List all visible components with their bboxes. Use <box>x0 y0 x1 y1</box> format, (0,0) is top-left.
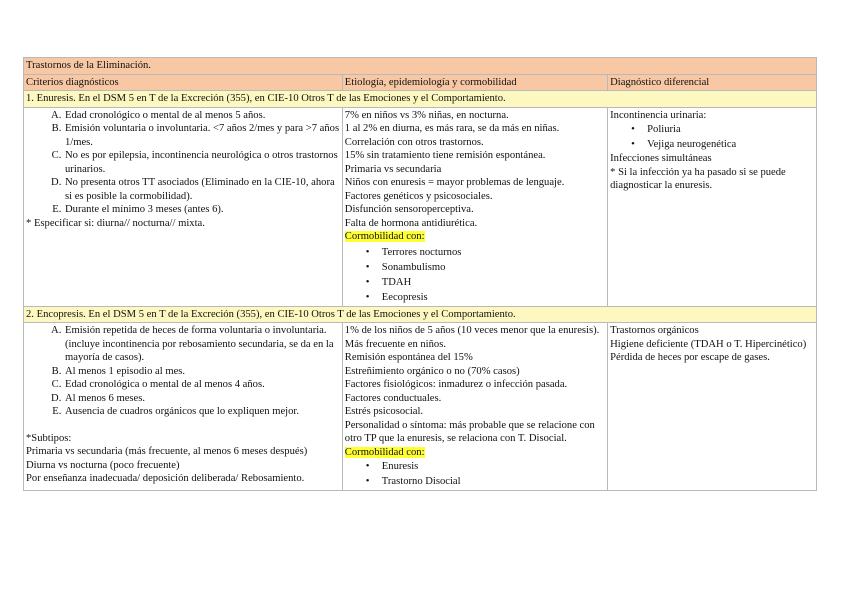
differential-intro: Incontinencia urinaria: <box>610 109 707 121</box>
differential-line: Pérdida de heces por escape de gases. <box>610 352 770 363</box>
etiology-line: Factores fisiológicos: inmadurez o infección pasada. <box>344 379 568 390</box>
encopresis-comorbidity-list <box>345 459 605 489</box>
list-item: • Vejiga neurogenética <box>647 137 814 152</box>
etiology-line: Niños con enuresis = mayor problemas de lenguaje. <box>344 177 565 188</box>
etiology-line: Falta de hormona antidiurética. <box>344 217 478 229</box>
list-item: C. Edad cronológica o mental de al menos 4 años. <box>64 378 340 392</box>
enuresis-differential-cell <box>608 107 817 306</box>
etiology-line: 7% en niños vs 3% niñas, en nocturna. <box>344 109 509 121</box>
etiology-line: Estreñimiento orgánico o no (70% casos) <box>344 365 520 377</box>
list-item: • Enuresis <box>382 459 605 474</box>
enuresis-differential-list <box>610 122 814 152</box>
subtype-line: Por enseñanza inadecuada/ deposición deliberada/ Rebosamiento. <box>26 473 305 484</box>
list-item: • Eecopresis <box>382 290 605 305</box>
etiology-line: 1 al 2% en diurna, es más rara, se da más en niñas. <box>344 123 560 134</box>
etiology-line: Factores conductuales. <box>344 392 442 404</box>
list-item: • Terrores nocturnos <box>382 245 605 260</box>
column-header-etiology: Etiología, epidemiología y cormobilidad <box>342 74 607 91</box>
differential-line: Infecciones simultáneas <box>610 153 712 164</box>
comorbidity-label: Cormobilidad con: <box>344 231 425 242</box>
table-row-enuresis <box>24 107 817 306</box>
etiology-line: 15% sin tratamiento tiene remisión espontánea. <box>344 150 546 161</box>
list-item: E. Durante el mínimo 3 meses (antes 6). <box>64 203 340 217</box>
enuresis-criteria-cell <box>24 107 343 306</box>
etiology-line: Correlación con otros trastornos. <box>344 136 484 148</box>
list-item: C. No es por epilepsia, incontinencia neurológica o otros trastornos urinarios. <box>64 149 340 176</box>
table-title: Trastornos de la Eliminación. <box>24 58 817 75</box>
enuresis-criteria-list <box>26 109 340 217</box>
column-header-row <box>24 74 817 91</box>
etiology-line: Primaria vs secundaria <box>344 163 442 175</box>
section-title-encopresis: 2. Encopresis. En el DSM 5 en T de la Excreción (355), en CIE-10 Otros T de las Emociones y el Comportamiento. <box>24 306 817 323</box>
encopresis-criteria-cell <box>24 323 343 491</box>
list-item: A. Edad cronológico o mental de al menos 5 años. <box>64 109 340 123</box>
section-row-encopresis <box>24 306 817 323</box>
disorders-table <box>23 57 817 491</box>
table-row-encopresis <box>24 323 817 491</box>
encopresis-etiology-cell <box>342 323 607 491</box>
subtype-line: Primaria vs secundaria (más frecuente, al menos 6 meses después) <box>26 446 308 457</box>
section-title-enuresis: 1. Enuresis. En el DSM 5 en T de la Excreción (355), en CIE-10 Otros T de las Emociones y el Comportamiento. <box>24 91 817 108</box>
etiology-line: Más frecuente en niños. <box>344 338 446 350</box>
subtypes-label: *Subtipos: <box>26 432 72 444</box>
etiology-line: Disfunción sensoroperceptiva. <box>344 204 474 215</box>
spacer <box>26 419 340 432</box>
etiology-line: Estrés psicosocial. <box>344 406 424 417</box>
comorbidity-label: Cormobilidad con: <box>344 446 425 458</box>
list-item: B. Al menos 1 episodio al mes. <box>64 365 340 379</box>
etiology-line: Remisión espontánea del 15% <box>344 352 473 363</box>
etiology-line: Personalidad o síntoma: más probable que se relacione con otro TP que la enuresis, se relaciona con T. Disocial. <box>344 419 595 444</box>
table-title-row <box>24 58 817 75</box>
list-item: • TDAH <box>382 275 605 290</box>
column-header-criteria: Criterios diagnósticos <box>24 74 343 91</box>
encopresis-criteria-list <box>26 324 340 419</box>
list-item: A. Emisión repetida de heces de forma voluntaria o involuntaria. (incluye incontinencia por rebosamiento secundaria, se da en la mayoría de casos). <box>64 324 340 365</box>
list-item: D. No presenta otros TT asociados (Eliminado en la CIE-10, ahora si es posible la cormobilidad). <box>64 176 340 203</box>
enuresis-specifier-note: * Especificar si: diurna// nocturna// mixta. <box>26 217 205 229</box>
list-item: • Poliuria <box>647 122 814 137</box>
enuresis-comorbidity-list <box>345 245 605 305</box>
list-item: B. Emisión voluntaria o involuntaria. <7 años 2/mes y para >7 años 1/mes. <box>64 122 340 149</box>
section-row-enuresis <box>24 91 817 108</box>
differential-line: Trastornos orgánicos <box>610 325 699 336</box>
differential-line: Higiene deficiente (TDAH o T. Hipercinético) <box>610 338 807 350</box>
etiology-line: 1% de los niños de 5 años (10 veces menor que la enuresis). <box>344 325 600 336</box>
list-item: • Trastorno Disocial <box>382 474 605 489</box>
list-item: • Sonambulismo <box>382 260 605 275</box>
list-item: E. Ausencia de cuadros orgánicos que lo expliquen mejor. <box>64 405 340 419</box>
subtype-line: Diurna vs nocturna (poco frecuente) <box>26 459 180 471</box>
encopresis-differential-cell <box>608 323 817 491</box>
column-header-differential: Diagnóstico diferencial <box>608 74 817 91</box>
etiology-line: Factores genéticos y psicosociales. <box>344 190 493 202</box>
list-item: D. Al menos 6 meses. <box>64 392 340 406</box>
differential-line: * Si la infección ya ha pasado si se puede diagnosticar la enuresis. <box>610 166 786 191</box>
enuresis-etiology-cell <box>342 107 607 306</box>
